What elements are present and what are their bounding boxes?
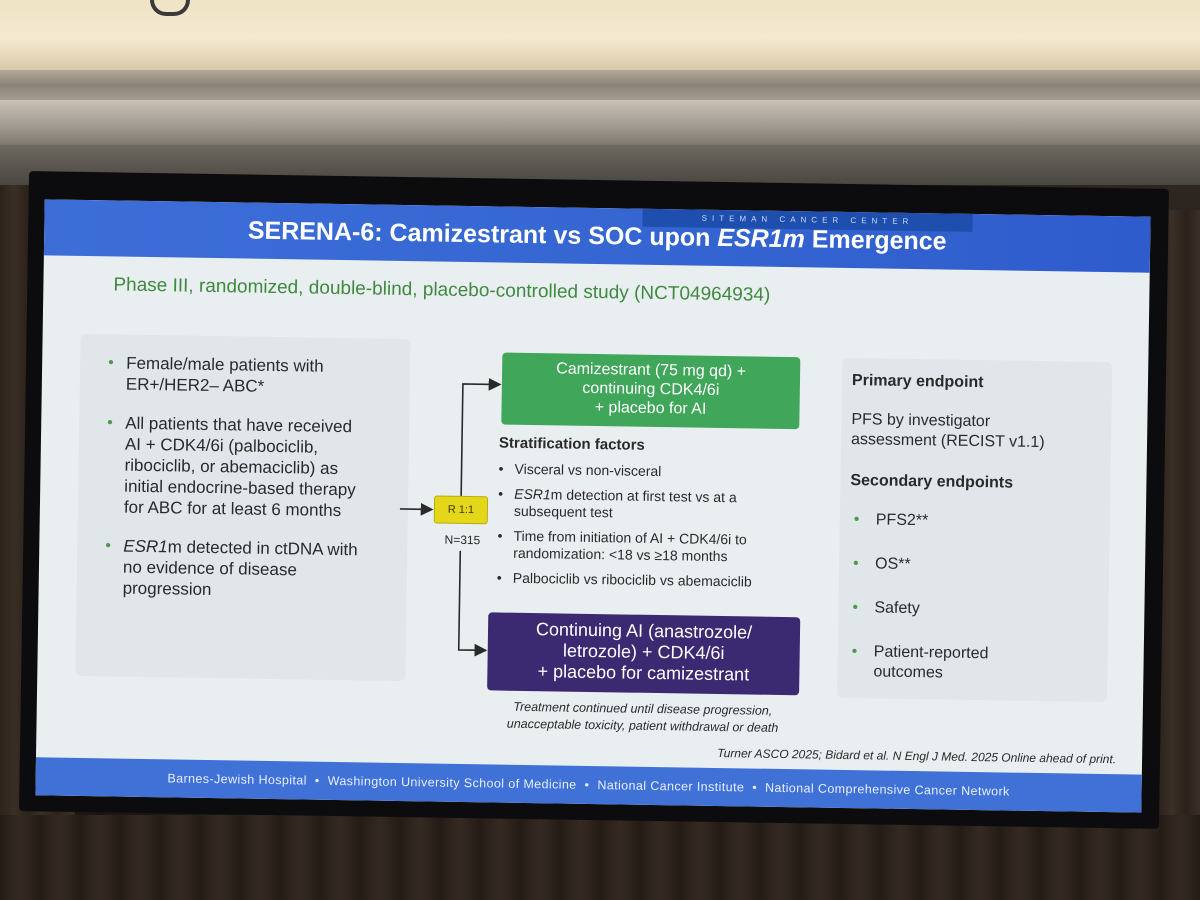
- bullet-icon: •: [852, 599, 859, 617]
- factor-text: m detection at first test vs at a subsequent test: [513, 486, 737, 521]
- arm-line: + placebo for AI: [594, 399, 707, 418]
- study-design-subtitle: Phase III, randomized, double-blind, placebo-controlled study (NCT04964934): [113, 274, 771, 306]
- stratification-factor: [498, 461, 798, 483]
- secondary-endpoint-continued: [851, 662, 943, 683]
- brand-strip: SITEMAN CANCER CENTER: [642, 209, 972, 232]
- stratification-heading: Stratification factors: [498, 434, 645, 454]
- arrow-into-randomization: [400, 509, 432, 510]
- ceiling: [0, 0, 1200, 70]
- stratification-factor: [497, 528, 797, 567]
- title-emphasis: ESR1m: [717, 223, 806, 254]
- secondary-endpoint: [852, 642, 989, 664]
- footer-item: Washington University School of Medicine: [327, 773, 577, 792]
- stratification-factor: [498, 486, 798, 525]
- arm-line: continuing CDK4/6i: [582, 379, 720, 399]
- factor-text: Visceral vs non-visceral: [514, 460, 662, 480]
- separator-dot-icon: •: [584, 777, 590, 792]
- eligibility-text: All patients that have received AI + CDK4/6i (palbociclib, ribociclib, or abemaciclib) as initial endocrine-based therapy for ABC for at least 6 months: [123, 413, 356, 521]
- bullet-icon: •: [853, 511, 860, 529]
- endpoint-text: outcomes: [873, 663, 943, 682]
- primary-endpoint-line: PFS by investigator: [851, 411, 991, 431]
- title-main: SERENA-6: Camizestrant vs SOC upon: [247, 216, 718, 252]
- secondary-endpoints-heading: Secondary endpoints: [850, 472, 1014, 492]
- eligibility-text: m detected in ctDNA with no evidence of disease progression: [122, 537, 358, 600]
- endpoint-text: PFS2**: [875, 511, 929, 530]
- bullet-icon: •: [105, 537, 112, 555]
- note-line: Treatment continued until disease progression,: [513, 699, 773, 718]
- esr1-emphasis: ESR1: [514, 485, 551, 503]
- control-arm-box: [487, 612, 800, 695]
- secondary-endpoint: [853, 554, 911, 575]
- note-line: unacceptable toxicity, patient withdrawal or death: [506, 716, 779, 735]
- primary-endpoint-line: assessment (RECIST v1.1): [850, 431, 1045, 452]
- citation: Turner ASCO 2025; Bidard et al. N Engl J Med. 2025 Online ahead of print.: [717, 745, 1117, 767]
- endpoints-panel: [837, 358, 1112, 702]
- footer-item: Barnes-Jewish Hospital: [167, 771, 307, 788]
- footer-item: National Comprehensive Cancer Network: [764, 780, 1010, 799]
- separator-dot-icon: •: [752, 780, 758, 795]
- stratification-factor: [497, 569, 797, 591]
- arrow-to-experimental-arm: [461, 384, 500, 497]
- ceiling-molding-lower: [0, 100, 1200, 145]
- endpoint-text: Patient-reported: [873, 643, 989, 663]
- bullet-icon: •: [496, 569, 502, 586]
- stratification-list: [497, 461, 799, 600]
- randomization-ratio-badge: R 1:1: [434, 496, 488, 525]
- secondary-endpoint: [852, 598, 920, 619]
- separator-dot-icon: •: [314, 773, 320, 788]
- bullet-icon: •: [108, 354, 114, 372]
- arm-line: + placebo for camizestrant: [537, 661, 750, 685]
- primary-endpoint-heading: Primary endpoint: [851, 372, 984, 392]
- presentation-slide: [35, 199, 1150, 812]
- title-end: Emergence: [804, 225, 947, 256]
- arm-line: Continuing AI (anastrozole/: [535, 619, 753, 643]
- bullet-icon: •: [497, 527, 503, 544]
- endpoint-text: OS**: [874, 555, 911, 573]
- esr1-emphasis: ESR1: [123, 536, 168, 557]
- bullet-icon: •: [851, 643, 858, 661]
- bullet-icon: •: [852, 555, 859, 573]
- ceiling-fixture: [150, 0, 190, 16]
- bullet-icon: •: [498, 485, 504, 502]
- lower-drapes: [0, 815, 1200, 900]
- arm-line: Camizestrant (75 mg qd) +: [556, 360, 747, 381]
- arm-line: letrozole) + CDK4/6i: [562, 640, 725, 664]
- secondary-endpoint: [854, 510, 929, 531]
- footer-item: National Cancer Institute: [597, 778, 745, 795]
- bullet-icon: •: [107, 414, 113, 432]
- sample-size: N=315: [444, 532, 481, 548]
- endpoint-text: Safety: [874, 599, 920, 618]
- treatment-duration-note: [486, 698, 798, 737]
- footer-institutions: [36, 769, 1142, 800]
- eligibility-text: Female/male patients with ER+/HER2– ABC*: [125, 353, 324, 396]
- arrow-to-control-arm: [459, 551, 488, 650]
- experimental-arm-box: [501, 353, 800, 430]
- factor-text: Time from initiation of AI + CDK4/6i to randomization: <18 vs ≥18 months: [513, 527, 747, 565]
- bullet-icon: •: [498, 460, 504, 477]
- ceiling-molding: [0, 70, 1200, 100]
- factor-text: Palbociclib vs ribociclib vs abemaciclib: [512, 569, 752, 590]
